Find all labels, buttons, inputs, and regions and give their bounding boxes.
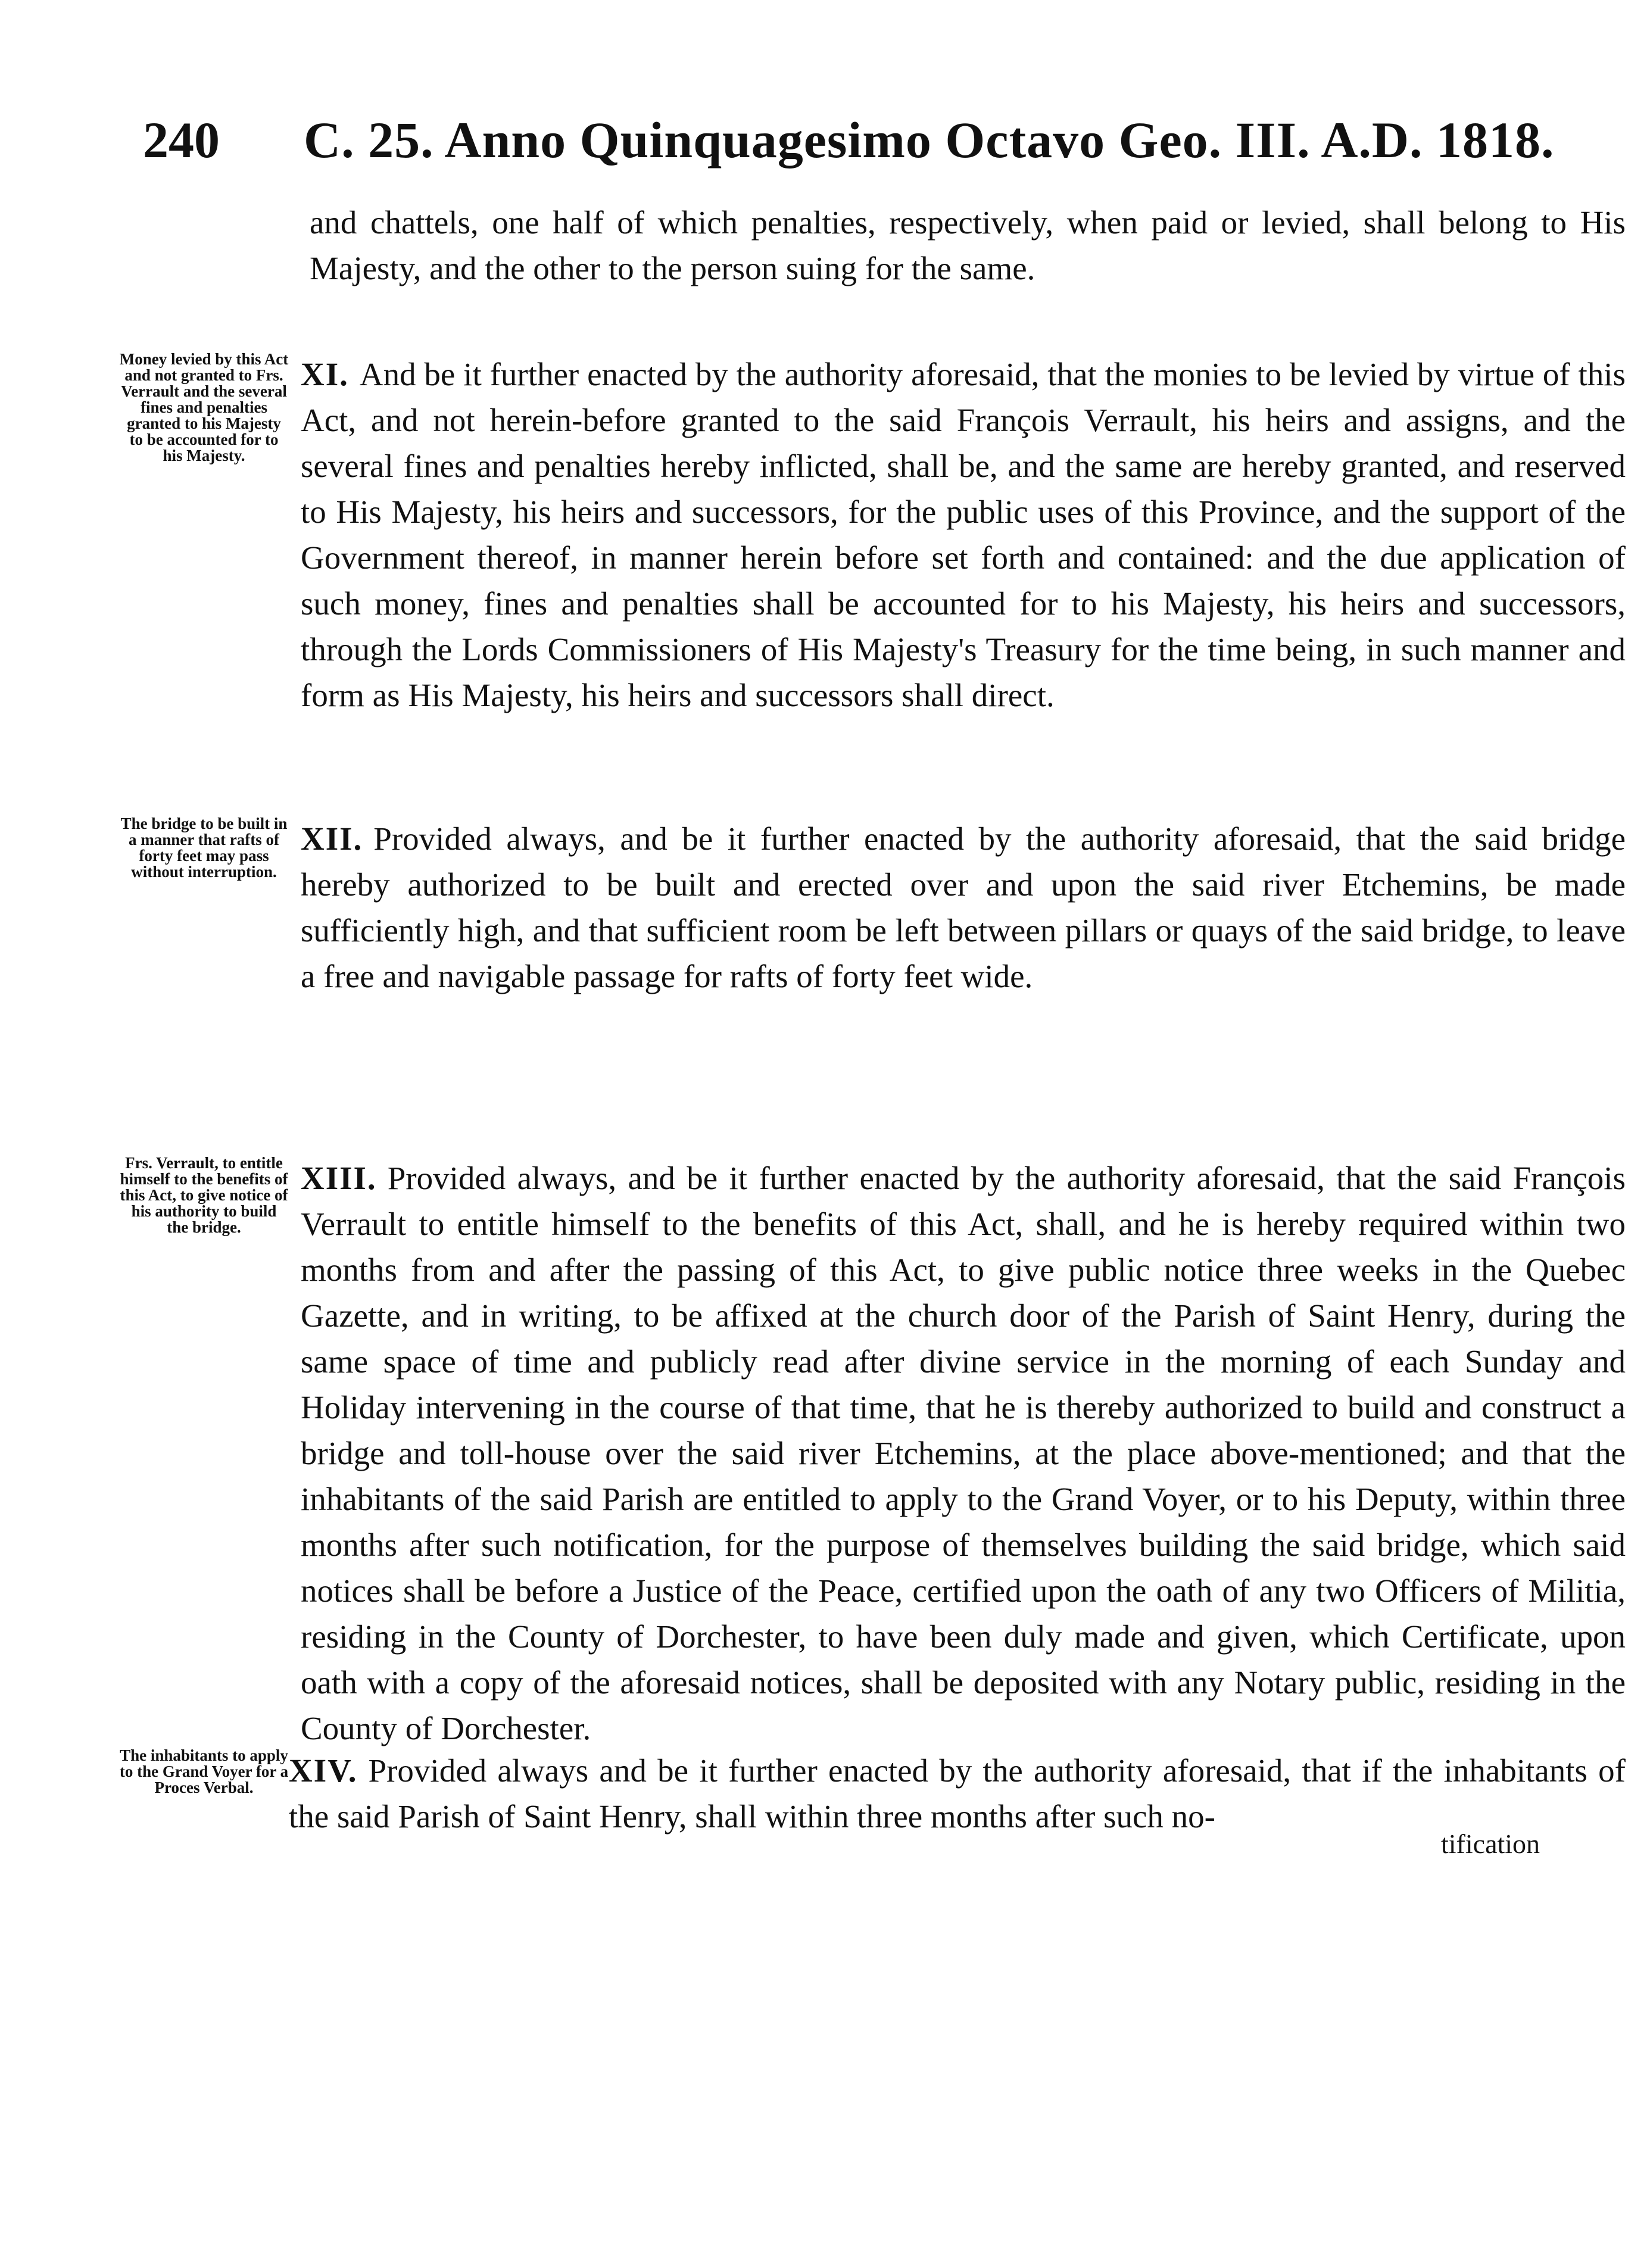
- section-body-xiii: [301, 1155, 1626, 1751]
- running-head: C. 25. Anno Quinquagesimo Octavo Geo. III. A.D. 1818.: [304, 111, 1555, 169]
- side-note-xi: Money levied by this Act and not granted to Frs. Verrault and the several fines and penalties granted to his Majesty to be accounted for to his Majesty.: [119, 350, 289, 464]
- section-body-xiv: [289, 1748, 1626, 1839]
- catchword: tification: [1441, 1829, 1540, 1859]
- page-number: 240: [143, 111, 220, 169]
- section-body-xii: [301, 816, 1626, 999]
- section-number-xi: XI.: [301, 356, 349, 392]
- section-text-xii: Provided always, and be it further enacted by the authority aforesaid, that the said bridge hereby authorized to be built and erected over and upon the said river Etchemins, be made sufficiently high, and that sufficient room be left between pillars or quays of the said bridge, to leave a free and navigable passage for rafts of forty feet wide.: [301, 821, 1626, 994]
- section-text-xi: And be it further enacted by the authority aforesaid, that the monies to be levied by virtue of this Act, and not herein-before granted to the said François Verrault, his heirs and assigns, and the several fines and penalties hereby inflicted, shall be, and the same are hereby granted, and reserved to His Majesty, his heirs and successors, for the public uses of this Province, and the support of the Government thereof, in manner herein before set forth and contained: and the due application of such money, fines and penalties shall be accounted for to his Majesty, his heirs and successors, through the Lords Commissioners of His Majesty's Treasury for the time being, in such manner and form as His Majesty, his heirs and successors shall direct.: [301, 356, 1626, 713]
- section-body-xi: [301, 351, 1626, 718]
- side-note-xiv: The inhabitants to apply to the Grand Voyer for a Proces Verbal.: [119, 1746, 289, 1796]
- continuation-paragraph: and chattels, one half of which penalties, respectively, when paid or levied, shall belong to His Majesty, and the other to the person suing for the same.: [310, 204, 1626, 286]
- section-number-xiii: XIII.: [301, 1160, 377, 1196]
- section-number-xiv: XIV.: [289, 1752, 358, 1789]
- side-note-xii: The bridge to be built in a manner that rafts of forty feet may pass without interruption.: [120, 815, 288, 881]
- side-note-xiii: Frs. Verrault, to entitle himself to the benefits of this Act, to give notice of his authority to build the bridge.: [120, 1154, 288, 1236]
- section-number-xii: XII.: [301, 821, 363, 857]
- section-text-xiv: Provided always and be it further enacted by the authority aforesaid, that if the inhabitants of the said Parish of Saint Henry, shall within three months after such no-: [289, 1752, 1626, 1835]
- section-text-xiii: Provided always, and be it further enacted by the authority aforesaid, that the said François Verrault to entitle himself to the benefits of this Act, shall, and he is hereby required within two months from and after the passing of this Act, to give public notice three weeks in the Quebec Gazette, and in writing, to be affixed at the church door of the Parish of Saint Henry, during the same space of time and publicly read after divine service in the morning of each Sunday and Holiday intervening in the course of that time, that he is thereby authorized to build and construct a bridge and toll-house over the said river Etchemins, at the place above-mentioned; and that the inhabitants of the said Parish are entitled to apply to the Grand Voyer, or to his Deputy, within three months after such notification, for the purpose of themselves building the said bridge, which said notices shall be before a Justice of the Peace, certified upon the oath of any two Officers of Militia, residing in the County of Dorchester, to have been duly made and given, which Certificate, upon oath with a copy of the aforesaid notices, shall be deposited with any Notary public, residing in the County of Dorchester.: [301, 1160, 1626, 1746]
- page-header: [143, 110, 1637, 182]
